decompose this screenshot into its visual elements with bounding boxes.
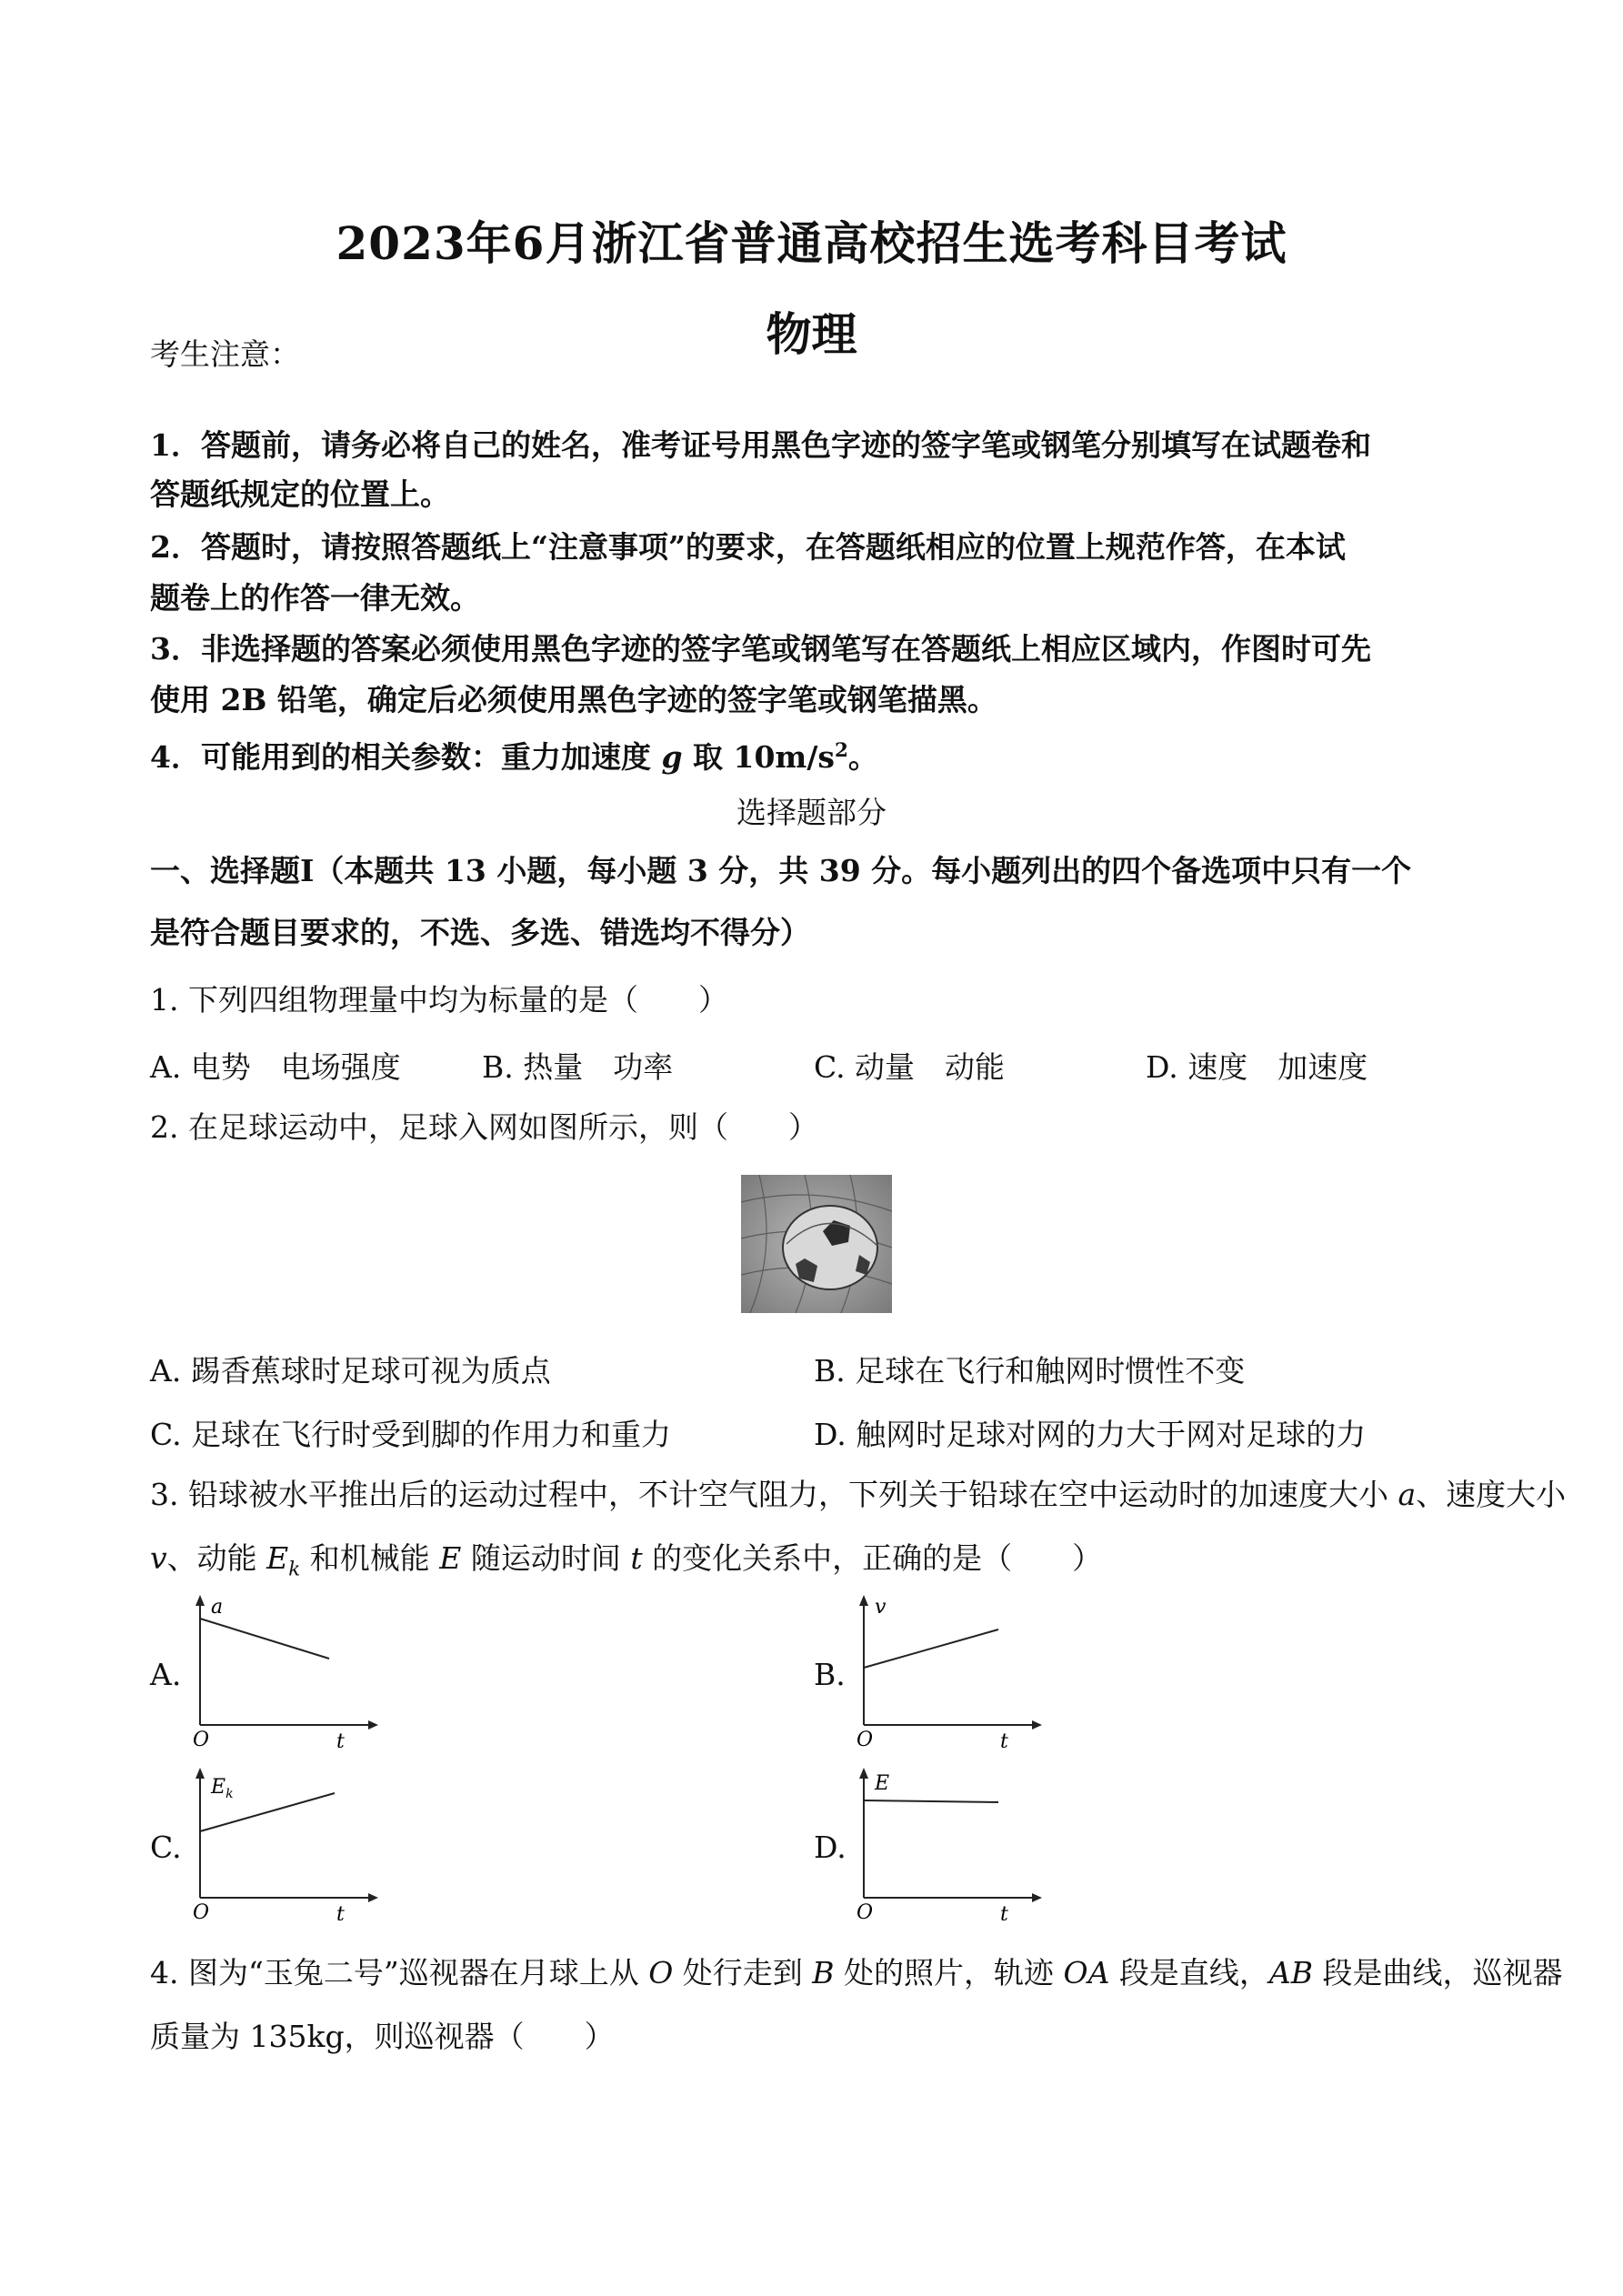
q1-option-b: B. 热量 功率 bbox=[482, 1049, 674, 1085]
q1-option-c: C. 动量 动能 bbox=[814, 1049, 1006, 1085]
notice-item-4: 4．可能用到的相关参数：重力加速度 g 取 $10m/s^2$。 bbox=[150, 739, 878, 775]
q3-stem-line2: v、动能 $E_k$ 和机械能 E 随运动时间 t 的变化关系中，正确的是（ ） bbox=[150, 1540, 1103, 1581]
svg-text:O: O bbox=[857, 1901, 874, 1920]
notice-item-1a: 1．答题前，请务必将自己的姓名，准考证号用黑色字迹的签字笔或钢笔分别填写在试题卷和 bbox=[150, 427, 1371, 463]
svg-text:Ek: $E_k$ bbox=[211, 1776, 234, 1801]
svg-text:t: t bbox=[336, 1903, 345, 1920]
notice-item-1b: 答题纸规定的位置上。 bbox=[150, 476, 450, 512]
q2-option-c: C. 足球在飞行时受到脚的作用力和重力 bbox=[150, 1417, 672, 1452]
notice-item-2b: 题卷上的作答一律无效。 bbox=[150, 580, 480, 616]
svg-text:O: O bbox=[193, 1901, 210, 1920]
q3-stem-line1: 3. 铅球被水平推出后的运动过程中，不计空气阻力，下列关于铅球在空中运动时的加速度大小 a、速度大小 bbox=[150, 1477, 1567, 1512]
q3-graph-b-line bbox=[864, 1629, 998, 1668]
section-title: 选择题部分 bbox=[736, 795, 887, 830]
q1-option-a: A. 电势 电场强度 bbox=[150, 1049, 401, 1085]
q3-graph-a-line bbox=[200, 1619, 329, 1659]
exam-title: 2023年6月浙江省普通高校招生选考科目考试 bbox=[336, 216, 1287, 270]
q2-option-d: D. 触网时足球对网的力大于网对足球的力 bbox=[814, 1417, 1367, 1452]
svg-text:t: t bbox=[1000, 1730, 1008, 1748]
subject-title: 物理 bbox=[766, 307, 857, 361]
q3-option-c-label: C. bbox=[150, 1830, 182, 1865]
svg-text:a: a bbox=[211, 1596, 224, 1619]
q1-option-d: D. 速度 加速度 bbox=[1146, 1049, 1368, 1085]
svg-text:v: v bbox=[875, 1596, 887, 1619]
svg-text:t: t bbox=[1000, 1903, 1008, 1920]
notice-item-2a: 2．答题时，请按照答题纸上“注意事项”的要求，在答题纸相应的位置上规范作答，在本试 bbox=[150, 529, 1346, 565]
q2-stem: 2. 在足球运动中，足球入网如图所示，则（ ） bbox=[150, 1109, 818, 1145]
q2-option-a: A. 踢香蕉球时足球可视为质点 bbox=[150, 1353, 551, 1389]
q3-graph-d bbox=[846, 1766, 1046, 1920]
football-net-photo bbox=[741, 1175, 892, 1313]
q4-stem-line1: 4. 图为“玉兔二号”巡视器在月球上从 O 处行走到 B 处的照片，轨迹 OA 段是直线，AB 段是曲线，巡视器 bbox=[150, 1955, 1563, 1990]
q3-option-a-label: A. bbox=[150, 1657, 182, 1692]
q1-stem: 1. 下列四组物理量中均为标量的是（ ） bbox=[150, 982, 728, 1018]
part1-heading-line2: 是符合题目要求的，不选、多选、错选均不得分） bbox=[150, 915, 810, 950]
q3-graph-d-line bbox=[864, 1800, 998, 1802]
q3-graph-c-line bbox=[200, 1793, 335, 1831]
svg-text:E: E bbox=[875, 1772, 890, 1795]
svg-text:O: O bbox=[193, 1729, 210, 1748]
q3-option-d-label: D. bbox=[814, 1830, 847, 1865]
q4-stem-line2: 质量为 135kg，则巡视器（ ） bbox=[150, 2019, 615, 2054]
svg-text:t: t bbox=[336, 1730, 345, 1748]
q3-graph-a bbox=[182, 1593, 382, 1748]
football bbox=[783, 1206, 877, 1289]
q2-option-b: B. 足球在飞行和触网时惯性不变 bbox=[814, 1353, 1246, 1389]
q3-graph-b bbox=[846, 1593, 1046, 1748]
notice-item-3b: 使用 2B 铅笔，确定后必须使用黑色字迹的签字笔或钢笔描黑。 bbox=[150, 682, 997, 717]
q3-graph-c bbox=[182, 1766, 382, 1920]
q3-option-b-label: B. bbox=[814, 1657, 846, 1692]
notice-heading: 考生注意： bbox=[150, 336, 300, 372]
part1-heading-line1: 一、选择题Ⅰ（本题共 13 小题，每小题 3 分，共 39 分。每小题列出的四个备选项中只有一个 bbox=[150, 853, 1412, 888]
svg-text:O: O bbox=[857, 1729, 874, 1748]
notice-item-3a: 3．非选择题的答案必须使用黑色字迹的签字笔或钢笔写在答题纸上相应区域内，作图时可先 bbox=[150, 631, 1371, 667]
